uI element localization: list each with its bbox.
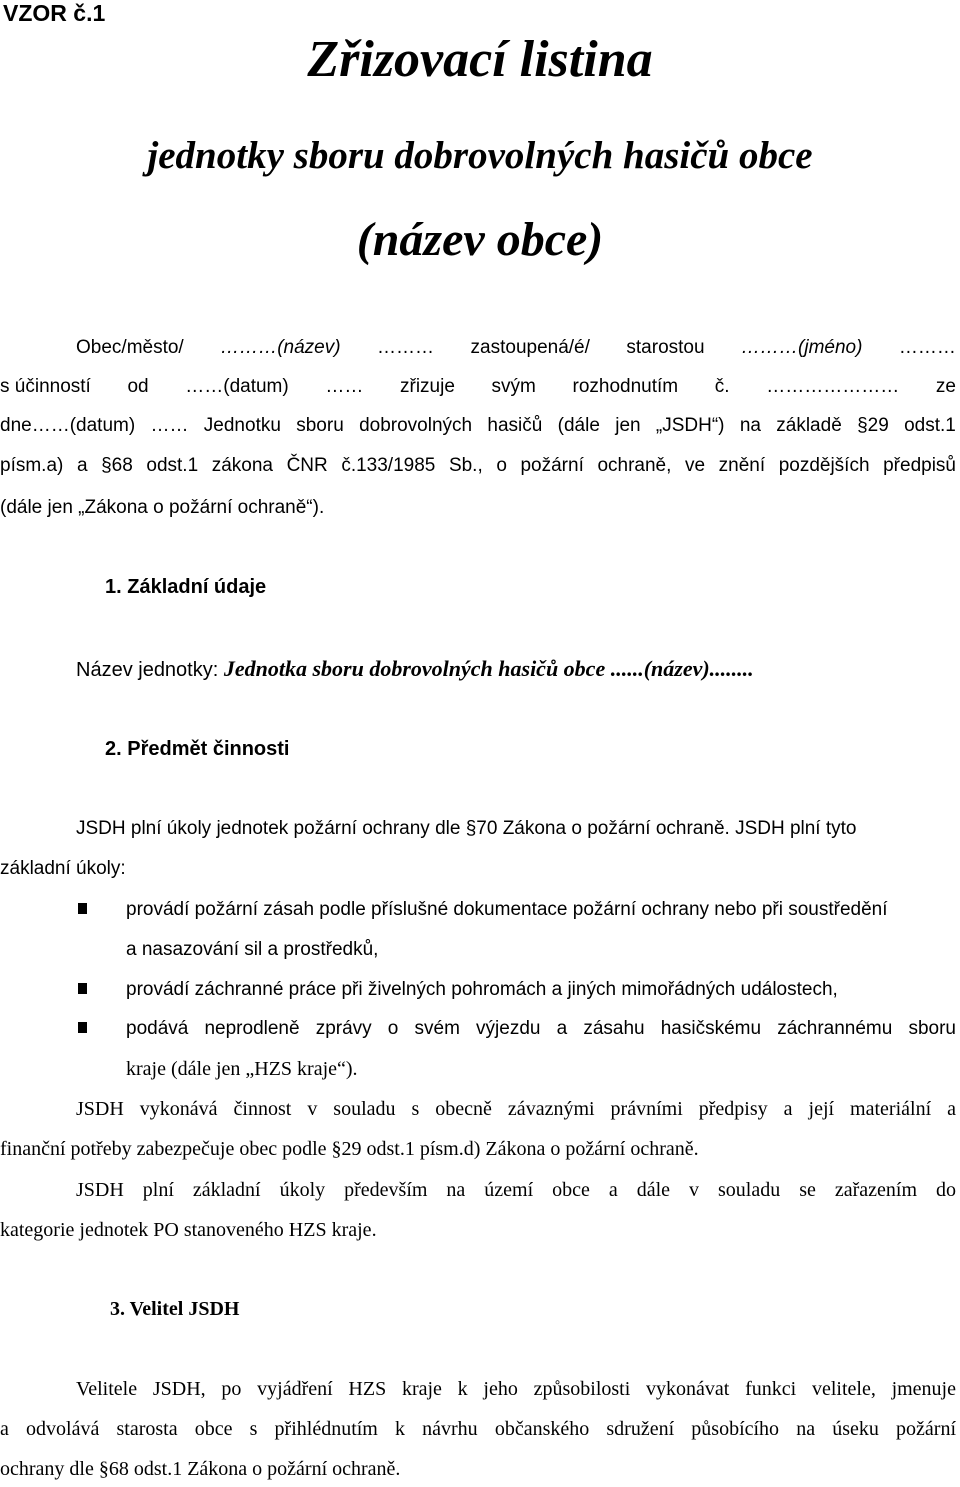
intro-word: §68 [101, 455, 133, 476]
territory-paragraph-line-2: kategorie jednotek PO stanoveného HZS kraje. [0, 1219, 377, 1241]
bullet-1-line-1: provádí požární zásah podle příslušné dokumentace požární ochrany nebo při soustředění [126, 899, 888, 920]
date-placeholder: dne……(datum) [0, 415, 136, 436]
decision-number-placeholder: ………………… [766, 376, 900, 397]
bullet-marker [78, 903, 87, 914]
intro-word: ochraně, [597, 455, 672, 476]
unit-name-label: Název jednotky: [76, 659, 219, 681]
financing-paragraph-line-2: finanční potřeby zabezpečuje obec podle §29 odst.1 písm.d) Zákona o požární ochraně. [0, 1138, 699, 1160]
intro-word: a [76, 455, 88, 476]
commander-paragraph-line-2: a odvolává starosta obce s přihlédnutím k návrhu občanského sdružení působícího na úseku požární [0, 1418, 956, 1440]
bullet-marker [78, 983, 87, 994]
intro-word: zastoupená/é/ [470, 337, 590, 358]
intro-word: o [496, 455, 507, 476]
intro-word: základě [776, 415, 842, 436]
intro-word: s účinností [0, 376, 91, 397]
intro-line-3 [0, 414, 956, 438]
document-title: Zřizovací listina [307, 31, 653, 88]
bullet-3-line-1: podává neprodleně zprávy o svém výjezdu a zásahu hasičskému záchrannému sboru [126, 1018, 956, 1039]
intro-word: (dále [557, 415, 600, 436]
intro-word: ČNR [286, 455, 328, 476]
intro-word: Obec/město/ [76, 337, 184, 358]
intro-word: zákona [211, 455, 273, 476]
bullet-1-line-2: a nasazování sil a prostředků, [126, 939, 379, 960]
financing-paragraph-line-1: JSDH vykonává činnost v souladu s obecně závaznými právními předpisy a její materiální a [76, 1098, 956, 1120]
section-3-heading: 3. Velitel JSDH [110, 1298, 240, 1320]
intro-word: dobrovolných [359, 415, 473, 436]
intro-word: rozhodnutím [572, 376, 679, 397]
intro-line-4 [0, 454, 956, 478]
intro-word: předpisů [883, 455, 956, 476]
intro-word: ve [684, 455, 706, 476]
intro-word: č. [714, 376, 730, 397]
intro-word: §29 [857, 415, 889, 436]
intro-word: ……… [898, 337, 956, 358]
intro-line-1 [76, 336, 956, 360]
municipality-name-placeholder: (název obce) [356, 213, 604, 266]
intro-word: sboru [296, 415, 344, 436]
intro-word: …… [150, 415, 189, 436]
template-label: VZOR č.1 [3, 0, 106, 26]
intro-word: odst.1 [146, 455, 199, 476]
intro-word: jen [615, 415, 641, 436]
unit-name-value: Jednotka sboru dobrovolných hasičů obce ......(název)........ [223, 656, 754, 681]
intro-word: č.133/1985 [341, 455, 436, 476]
intro-word: od [127, 376, 149, 397]
intro-word: ze [935, 376, 956, 397]
intro-word: …… [325, 376, 364, 397]
bullet-3-line-2: kraje (dále jen „HZS kraje“). [126, 1058, 358, 1080]
mayor-name-placeholder: ………(jméno) [741, 337, 863, 358]
territory-paragraph-line-1: JSDH plní základní úkoly především na území obce a dále v souladu se zařazením do [76, 1179, 956, 1201]
document-subtitle: jednotky sboru dobrovolných hasičů obce [147, 134, 813, 177]
intro-line-2 [0, 375, 956, 399]
intro-word: ……… [377, 337, 435, 358]
bullet-marker [78, 1022, 87, 1033]
intro-word: požární [520, 455, 584, 476]
unit-name-row [76, 656, 754, 682]
intro-line-5: (dále jen „Zákona o požární ochraně“). [0, 497, 325, 518]
intro-word: svým [491, 376, 536, 397]
intro-word: starostou [626, 337, 705, 358]
intro-word: hasičů [487, 415, 543, 436]
intro-word: odst.1 [904, 415, 956, 436]
name-placeholder: ………(název) [220, 337, 341, 358]
intro-word: „JSDH“) [655, 415, 725, 436]
commander-paragraph-line-1: Velitele JSDH, po vyjádření HZS kraje k jeho způsobilosti vykonávat funkci velitele, jmenuje [76, 1378, 956, 1400]
intro-word: Jednotku [203, 415, 281, 436]
section-1-heading: 1. Základní údaje [105, 576, 267, 598]
intro-word: pozdějších [778, 455, 870, 476]
intro-word: Sb., [448, 455, 483, 476]
intro-word: písm.a) [0, 455, 64, 476]
intro-word: znění [718, 455, 766, 476]
section-2-heading: 2. Předmět činnosti [105, 738, 290, 760]
commander-paragraph-line-3: ochrany dle §68 odst.1 Zákona o požární ochraně. [0, 1458, 401, 1480]
intro-word: na [739, 415, 761, 436]
date-placeholder: ……(datum) [185, 376, 289, 397]
bullet-2: provádí záchranné práce při živelných pohromách a jiných mimořádných událostech, [126, 979, 838, 1000]
activity-paragraph-line-2: základní úkoly: [0, 858, 126, 879]
activity-paragraph-line-1: JSDH plní úkoly jednotek požární ochrany dle §70 Zákona o požární ochraně. JSDH plní tyto [76, 818, 857, 839]
intro-word: zřizuje [400, 376, 455, 397]
